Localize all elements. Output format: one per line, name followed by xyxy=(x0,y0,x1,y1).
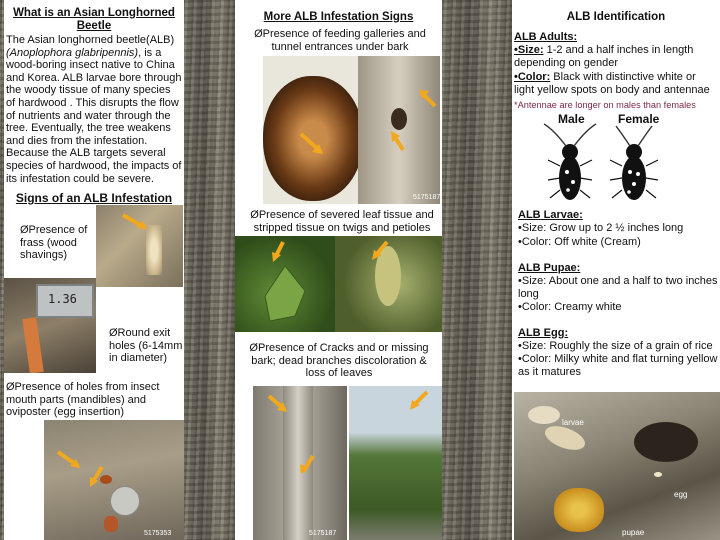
caliper-display: 1.36 xyxy=(48,292,77,306)
life-stages-photo xyxy=(514,392,720,540)
adults-color xyxy=(514,71,718,96)
intro-paragraph xyxy=(6,34,182,185)
egg-color: •Color: Milky white and flat turning yellow as it matures xyxy=(518,353,718,378)
cracks-arrow-1-icon xyxy=(265,392,289,414)
oviposition-arrow-1-icon xyxy=(56,450,82,470)
exit-holes-caption: ØRound exit holes (6-14mm in diameter) xyxy=(109,327,183,365)
pupae-heading: ALB Pupae: xyxy=(518,262,581,274)
frass-caption: ØPresence of frass (wood shavings) xyxy=(20,224,88,262)
adults-color-text: Black with distinctive white or light yellow spots on body and antennae xyxy=(514,71,710,96)
adults-heading: ALB Adults: xyxy=(514,31,578,43)
cracks-arrow-3-icon xyxy=(407,390,431,412)
oviposition-photo-code: 5175353 xyxy=(144,530,172,537)
bark-background-right xyxy=(442,0,512,540)
photo-label-larvae: larvae xyxy=(562,418,584,427)
adults-size-label: •Size: xyxy=(514,44,544,56)
tree-trunk-photo-code: 5175187 xyxy=(309,530,337,537)
intro-text-a: The Asian longhorned beetle(ALB) xyxy=(6,34,175,46)
intro-scientific-name: (Anoplophora glabripennis) xyxy=(6,46,139,59)
photo-label-egg: egg xyxy=(674,490,688,499)
pupae-color: •Color: Creamy white xyxy=(518,301,622,313)
right-panel xyxy=(512,0,720,540)
photo-label-pupae: pupae xyxy=(622,528,645,537)
middle-title: More ALB Infestation Signs xyxy=(263,11,414,23)
adults-note: *Antennae are longer on males than females xyxy=(514,100,696,110)
right-title: ALB Identification xyxy=(566,11,666,23)
larvae-heading: ALB Larvae: xyxy=(518,209,583,221)
caliper-photo xyxy=(4,278,96,373)
cracks-arrow-2-icon xyxy=(297,452,317,476)
egg-heading: ALB Egg: xyxy=(518,327,569,339)
galleries-arrow-2-icon xyxy=(417,88,439,108)
galleries-photo-code: 5175187 xyxy=(413,194,440,201)
larvae-size: •Size: Grow up to 2 ½ inches long xyxy=(518,222,684,234)
signs-heading: Signs of an ALB Infestation xyxy=(15,191,173,205)
galleries-arrow-1-icon xyxy=(297,130,325,156)
male-label: Male xyxy=(558,112,585,126)
adults-size xyxy=(514,44,718,69)
adults-color-label: •Color: xyxy=(514,71,551,83)
intro-text-b: , is a wood-boring insect native to China and Korea. ALB larvae bore through the woody tissue of many species of hardwood . This disrupts the flow of nutrients and water through the tree. Eventually, the tree weakens and dies from the infestation. Because the ALB targets several species of hardwood, the impacts of its infestation could be severe. xyxy=(6,46,182,185)
bark-background-left xyxy=(183,0,235,540)
left-panel xyxy=(4,0,184,540)
oviposition-arrow-2-icon xyxy=(86,465,106,489)
adults-size-text: 1-2 and a half inches in length depending on gender xyxy=(514,44,694,69)
severed-arrow-2-icon xyxy=(369,240,391,262)
middle-panel xyxy=(235,0,442,540)
pupae-size: •Size: About one and a half to two inches long xyxy=(518,275,718,300)
oviposition-photo xyxy=(44,420,184,540)
galleries-arrow-3-icon xyxy=(387,130,407,154)
larvae-color: •Color: Off white (Cream) xyxy=(518,236,641,248)
severed-caption: ØPresence of severed leaf tissue and stripped tissue on twigs and petioles xyxy=(250,209,434,234)
galleries-caption: ØPresence of feeding galleries and tunnel entrances under bark xyxy=(254,28,426,53)
female-label: Female xyxy=(618,112,660,126)
cracks-caption: ØPresence of Cracks and or missing bark; dead branches discoloration & loss of leaves xyxy=(249,342,429,380)
egg-size: •Size: Roughly the size of a grain of rice xyxy=(518,340,713,352)
mouth-holes-caption: ØPresence of holes from insect mouth parts (mandibles) and oviposter (egg insertion) xyxy=(6,381,160,419)
male-beetle-icon xyxy=(540,122,600,204)
severed-arrow-1-icon xyxy=(269,240,287,264)
galleries-photo xyxy=(263,56,440,204)
female-beetle-icon xyxy=(604,122,664,204)
left-title: What is an Asian Longhorned Beetle xyxy=(13,7,175,32)
frass-arrow-icon xyxy=(121,212,149,232)
